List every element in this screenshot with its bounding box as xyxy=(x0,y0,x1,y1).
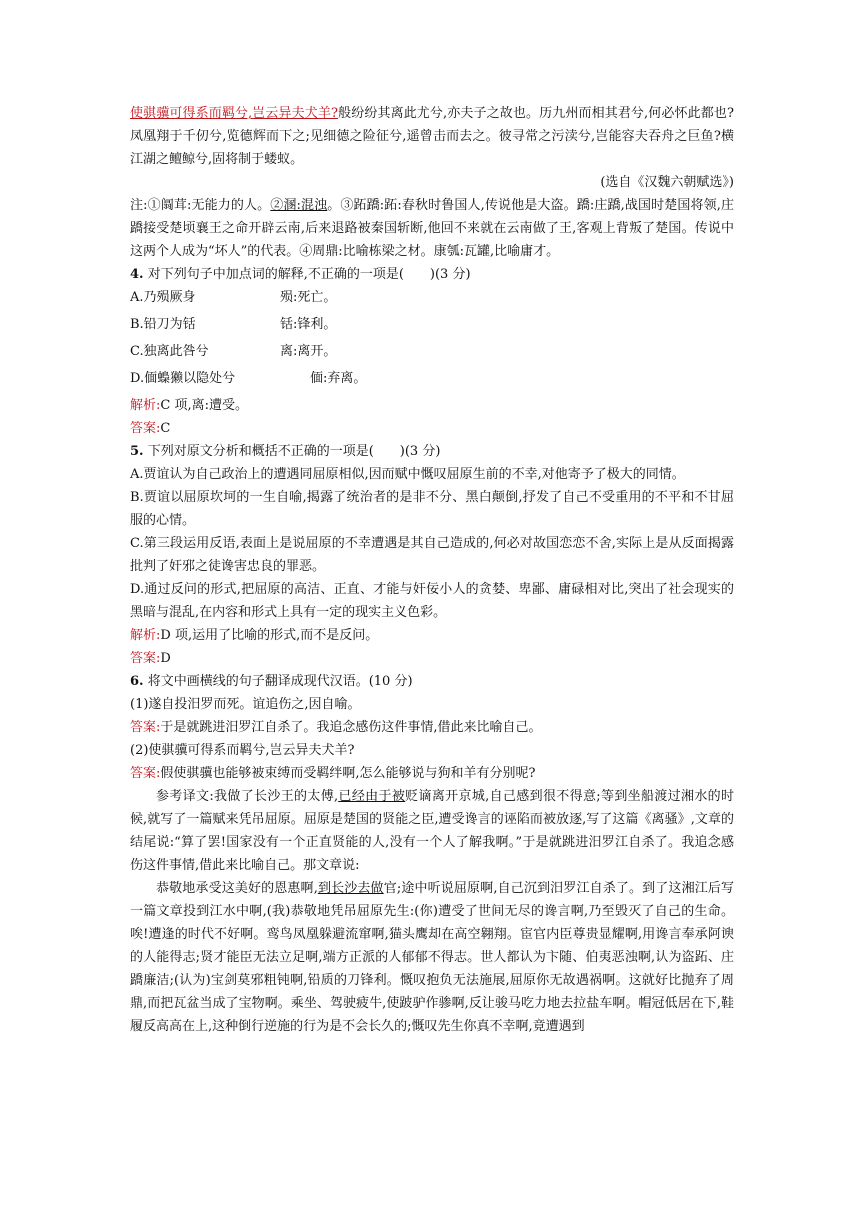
translation-text: 参考译文:我做了长沙王的太傅, xyxy=(156,789,339,804)
option-a: A.贾谊认为自己政治上的遭遇同屈原相似,因而赋中慨叹屈原生前的不幸,对他寄予了极大的同情。 xyxy=(130,467,685,482)
option-sentence: D.偭蟂獭以隐处兮 xyxy=(130,371,236,386)
translation-text: 贬谪离开京城,自己感到很不得意;等到坐船渡过湘水的时候,就写了一篇赋来凭吊屈原。屈原是楚国的贤能之臣,遭受谗言的诬陷而被放逐,写了这篇《离骚》,文章的结尾说:“算了罢!国家没有一个正直贤能的人,没有一个人了解我啊。”于是就跳进汨罗江自杀了。我追念感伤这件事情,借此来比喻自己。那文章说: xyxy=(130,789,734,873)
question-number: 6. xyxy=(130,674,144,689)
analysis-label: 解析: xyxy=(130,398,161,413)
source-citation: (选自《汉魏六朝赋选》) xyxy=(600,175,734,190)
underlined-phrase: 已经由于被 xyxy=(338,789,406,804)
option-b: B.贾谊以屈原坎坷的一生自喻,揭露了统治者的是非不分、黑白颠倒,抒发了自己不受重用的不平和不甘屈服的心情。 xyxy=(130,490,734,528)
option-sentence: A.乃殒厥身 xyxy=(130,290,196,305)
answer-label: 答案: xyxy=(130,421,161,436)
option-gloss: 殒:死亡。 xyxy=(280,290,337,305)
option-sentence: C.独离此咎兮 xyxy=(130,344,209,359)
answer-text: C xyxy=(160,421,171,436)
answer-label: 答案: xyxy=(130,651,161,666)
analysis-4 xyxy=(130,394,734,417)
passage-tail xyxy=(130,102,734,171)
option-gloss: 铦:锋利。 xyxy=(280,317,337,332)
option-a xyxy=(130,286,734,309)
question-number: 5. xyxy=(130,444,144,459)
answer-4 xyxy=(130,417,734,440)
answer-6-1 xyxy=(130,716,734,739)
question-stem: 下列对原文分析和概括不正确的一项是( )(3 分) xyxy=(143,444,441,459)
underlined-phrase: 到长沙去做 xyxy=(317,881,384,896)
answer-label: 答案: xyxy=(130,720,161,735)
analysis-text: C 项,离:遭受。 xyxy=(160,398,248,413)
answer-label: 答案: xyxy=(130,766,161,781)
question-stem: 对下列句子中加点词的解释,不正确的一项是( )(3 分) xyxy=(143,267,471,282)
note-2: ②溷:混浊 xyxy=(270,198,328,213)
option-sentence: B.铅刀为铦 xyxy=(130,317,196,332)
option-gloss: 偭:弃离。 xyxy=(310,371,367,386)
option-gloss: 离:离开。 xyxy=(280,344,337,359)
question-6 xyxy=(130,670,734,693)
notes xyxy=(130,194,734,263)
subquestion-2: (2)使骐骥可得系而羁兮,岂云异夫犬羊? xyxy=(130,743,355,758)
answer-text: 于是就跳进汨罗江自杀了。我追念感伤这件事情,借此来比喻自己。 xyxy=(160,720,542,735)
translation-paragraph-1 xyxy=(130,785,734,877)
option-d xyxy=(130,367,734,390)
translation-text: 恭敬地承受这美好的恩惠啊, xyxy=(156,881,318,896)
question-4 xyxy=(130,263,734,286)
question-5 xyxy=(130,440,734,463)
analysis-text: D 项,运用了比喻的形式,而不是反问。 xyxy=(160,628,379,643)
answer-6-2 xyxy=(130,762,734,785)
question-stem: 将文中画横线的句子翻译成现代汉语。(10 分) xyxy=(143,674,413,689)
question-number: 4. xyxy=(130,267,144,282)
option-c xyxy=(130,340,734,363)
option-d: D.通过反问的形式,把屈原的高洁、正直、才能与奸佞小人的贪婪、卑鄙、庸碌相对比,突出了社会现实的黑暗与混乱,在内容和形式上具有一定的现实主义色彩。 xyxy=(130,582,734,620)
passage-text: 般纷纷其离此尤兮,亦夫子之故也。历九州而相其君兮,何必怀此都也?凤凰翔于千仞兮,览德辉而下之;见细德之险征兮,遥曾击而去之。彼寻常之污渎兮,岂能容夫吞舟之巨鱼?横江湖之鳣鲸兮,固将制于蝼蚁。 xyxy=(130,106,734,167)
analysis-label: 解析: xyxy=(130,628,161,643)
note-1: 注:①阘茸:无能力的人。 xyxy=(130,198,271,213)
answer-5 xyxy=(130,647,734,670)
document-page xyxy=(130,102,734,1038)
note-3: 。③跖蹻:跖:春秋时鲁国人,传说他是大盗。蹻:庄蹻,战国时楚国将领,庄蹻接受楚顷襄王之命开辟云南,后来退路被秦国斩断,他回不来就在云南做了王,客观上背叛了楚国。传说中这两个人成为“坏人”的代表。④周鼎:比喻栋梁之材。康瓠:瓦罐,比喻庸才。 xyxy=(130,198,734,259)
subquestion-1: (1)遂自投汨罗而死。谊追伤之,因自喻。 xyxy=(130,697,361,712)
option-b xyxy=(130,313,734,336)
analysis-5 xyxy=(130,624,734,647)
translation-text: 官;途中听说屈原啊,自己沉到汨罗江自杀了。到了这湘江后写一篇文章投到江水中啊,(我)恭敬地凭吊屈原先生:(你)遭受了世间无尽的谗言啊,乃至毁灭了自己的生命。唉!遭逢的时代不好啊。鸾鸟凤凰躲避流窜啊,猫头鹰却在高空翱翔。宦官内臣尊贵显耀啊,用谗言奉承阿谀的人能得志;贤才能臣无法立足啊,端方正派的人郁郁不得志。世人都认为卞随、伯夷恶浊啊,认为盗跖、庄蹻廉洁;(认为)宝剑莫邪粗钝啊,铅质的刀锋利。慨叹抱负无法施展,屈原你无故遇祸啊。这就好比抛弃了周鼎,而把瓦盆当成了宝物啊。乘坐、驾驶疲牛,使跛驴作骖啊,反让骏马吃力地去拉盐车啊。帽冠低居在下,鞋履反高高在上,这种倒行逆施的行为是不会长久的;慨叹先生你真不幸啊,竟遭遇到 xyxy=(130,881,734,1034)
underlined-sentence: 使骐骥可得系而羁兮,岂云异夫犬羊? xyxy=(130,106,338,121)
option-c: C.第三段运用反语,表面上是说屈原的不幸遭遇是其自己造成的,何必对故国恋恋不舍,实际上是从反面揭露批判了奸邪之徒谗害忠良的罪恶。 xyxy=(130,536,734,574)
translation-paragraph-2 xyxy=(130,877,734,1038)
answer-text: 假使骐骥也能够被束缚而受羁绊啊,怎么能够说与狗和羊有分别呢? xyxy=(160,766,536,781)
answer-text: D xyxy=(160,651,171,666)
